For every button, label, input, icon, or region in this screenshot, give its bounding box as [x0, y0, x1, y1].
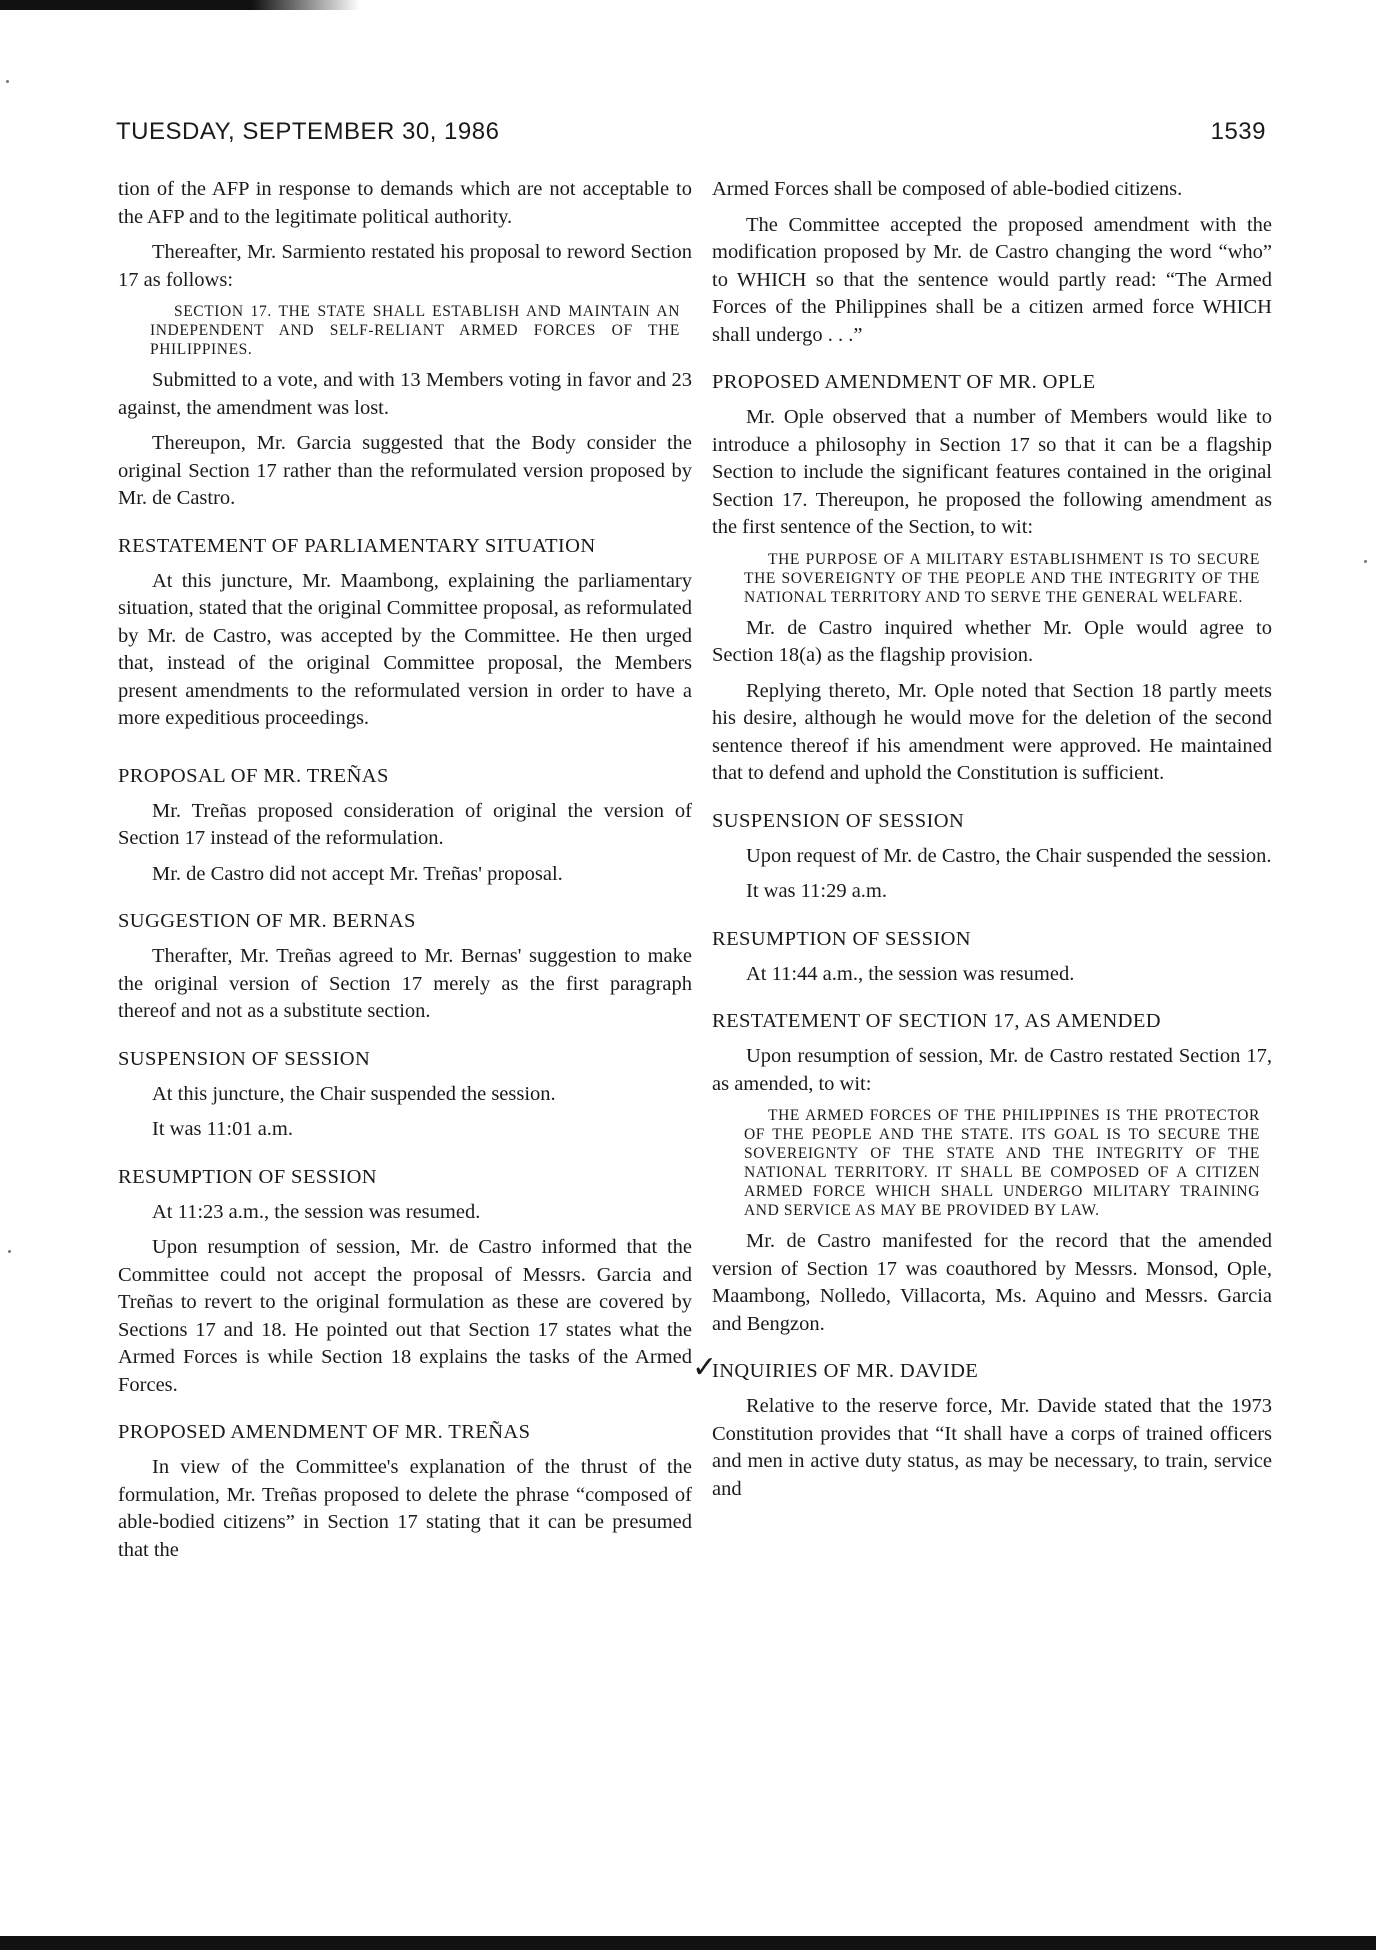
section-heading: SUGGESTION OF MR. BERNAS: [118, 910, 416, 932]
paragraph: Therafter, Mr. Treñas agreed to Mr. Bernas' suggestion to make the original version of Section 17 merely as the first paragraph thereof and not as a substitute section.: [118, 945, 692, 1022]
paragraph: Replying thereto, Mr. Ople noted that Section 18 partly meets his desire, although he would move for the deletion of the second sentence thereof if his amendment were approved. He maintained that to defend and uphold the Constitution is sufficient.: [712, 679, 1272, 784]
paragraph: At 11:44 a.m., the session was resumed.: [746, 962, 1075, 985]
paragraph: It was 11:29 a.m.: [746, 880, 888, 902]
paragraph: At 11:23 a.m., the session was resumed.: [152, 1200, 481, 1223]
page-header: [116, 118, 1266, 154]
scan-speck: [1364, 560, 1367, 563]
page-number: 1539: [1210, 118, 1266, 145]
paragraph: Mr. Ople observed that a number of Members would like to introduce a philosophy in Section 17 so that it can be a flagship Section to include the significant features contained in the original Section 17. Thereupon, he proposed the following amendment as the first sentence of the Section, to wit:: [712, 406, 1272, 538]
paragraph: It was 11:01 a.m.: [152, 1118, 294, 1140]
section-heading: RESUMPTION OF SESSION: [712, 927, 972, 950]
paragraph: Thereafter, Mr. Sarmiento restated his proposal to reword Section 17 as follows:: [118, 241, 692, 291]
paragraph: In view of the Committee's explanation of the thrust of the formulation, Mr. Treñas proposed to delete the phrase “composed of able-bodied citizens” in Section 17 stating that it can be presumed that the: [118, 1456, 692, 1561]
left-column: [118, 176, 692, 1572]
section-heading: PROPOSED AMENDMENT OF MR. TREÑAS: [118, 1421, 531, 1443]
paragraph: Submitted to a vote, and with 13 Members voting in favor and 23 against, the amendment was lost.: [118, 369, 692, 419]
scan-speck: [6, 80, 9, 83]
quoted-amendment: THE PURPOSE OF A MILITARY ESTABLISHMENT IS TO SECURE THE SOVEREIGNTY OF THE PEOPLE AND THE INTEGRITY OF THE NATIONAL TERRITORY AND TO SERVE THE GENERAL WELFARE.: [744, 550, 1260, 606]
section-heading: PROPOSAL OF MR. TREÑAS: [118, 764, 389, 787]
checkmark-icon: ✓: [692, 1350, 718, 1385]
quoted-provision: SECTION 17. THE STATE SHALL ESTABLISH AND MAINTAIN AN INDEPENDENT AND SELF-RELIANT ARMED FORCES OF THE PHILIPPINES.: [150, 303, 680, 358]
paragraph: At this juncture, the Chair suspended the session.: [152, 1082, 556, 1105]
paragraph: Thereupon, Mr. Garcia suggested that the Body consider the original Section 17 rather than the reformulated version proposed by Mr. de Castro.: [118, 432, 692, 509]
right-column: [692, 176, 1272, 1511]
section-heading-label: INQUIRIES OF MR. DAVIDE: [712, 1360, 979, 1382]
scan-bottom-edge: [0, 1936, 1376, 1950]
paragraph: At this juncture, Mr. Maambong, explaining the parliamentary situation, stated that the original Committee proposal, as reformulated by Mr. de Castro, was accepted by the Committee. He then urged that, instead of the original Committee proposal, the Members present amendments to the reformulated version in order to have a more expeditious proceedings.: [118, 569, 692, 729]
paragraph: Upon request of Mr. de Castro, the Chair suspended the session.: [746, 844, 1272, 867]
header-date: TUESDAY, SEPTEMBER 30, 1986: [116, 118, 500, 145]
paragraph: Relative to the reserve force, Mr. Davide stated that the 1973 Constitution provides that “It shall have a corps of trained officers and men in active duty status, as may be necessary, to train, service and: [712, 1395, 1272, 1500]
quoted-section-17: THE ARMED FORCES OF THE PHILIPPINES IS THE PROTECTOR OF THE PEOPLE AND THE STATE. ITS GOAL IS TO SECURE THE SOVEREIGNTY OF THE STATE AND THE INTEGRITY OF THE NATIONAL TERRITORY. IT SHALL BE COMPOSED OF A CITIZEN ARMED FORCE WHICH SHALL UNDERGO MILITARY TRAINING AND SERVICE AS MAY BE PROVIDED BY LAW.: [744, 1107, 1260, 1219]
paragraph: Mr. de Castro manifested for the record that the amended version of Section 17 was coauthored by Messrs. Monsod, Ople, Maambong, Nolledo, Villacorta, Ms. Aquino and Messrs. Garcia and Bengzon.: [712, 1230, 1272, 1335]
section-heading: SUSPENSION OF SESSION: [712, 809, 965, 832]
scan-top-edge: [0, 0, 360, 10]
section-heading: RESTATEMENT OF SECTION 17, AS AMENDED: [712, 1010, 1162, 1032]
section-heading: PROPOSED AMENDMENT OF MR. OPLE: [712, 371, 1096, 393]
paragraph: Mr. de Castro did not accept Mr. Treñas' proposal.: [152, 862, 563, 885]
paragraph: Mr. Treñas proposed consideration of original the version of Section 17 instead of the reformulation.: [118, 799, 692, 849]
section-heading-davide: [692, 1350, 1272, 1385]
section-heading: RESTATEMENT OF PARLIAMENTARY SITUATION: [118, 534, 596, 557]
paragraph: The Committee accepted the proposed amendment with the modification proposed by Mr. de Castro changing the word “who” to WHICH so that the sentence would partly read: “The Armed Forces of the Philippines shall be a citizen armed force WHICH shall undergo . . .”: [712, 213, 1272, 346]
paragraph: Armed Forces shall be composed of able-bodied citizens.: [712, 178, 1183, 200]
paragraph: Upon resumption of session, Mr. de Castro restated Section 17, as amended, to wit:: [712, 1045, 1272, 1095]
paragraph: tion of the AFP in response to demands which are not acceptable to the AFP and to the legitimate political authority.: [118, 178, 692, 228]
paragraph: Upon resumption of session, Mr. de Castro informed that the Committee could not accept the proposal of Messrs. Garcia and Treñas to revert to the original formulation as these are covered by Sections 17 and 18. He pointed out that Section 17 states what the Armed Forces is while Section 18 explains the tasks of the Armed Forces.: [118, 1236, 692, 1396]
section-heading: RESUMPTION OF SESSION: [118, 1165, 378, 1188]
section-heading: SUSPENSION OF SESSION: [118, 1047, 371, 1070]
paragraph: Mr. de Castro inquired whether Mr. Ople would agree to Section 18(a) as the flagship provision.: [712, 616, 1272, 666]
scan-speck: [8, 1250, 11, 1253]
